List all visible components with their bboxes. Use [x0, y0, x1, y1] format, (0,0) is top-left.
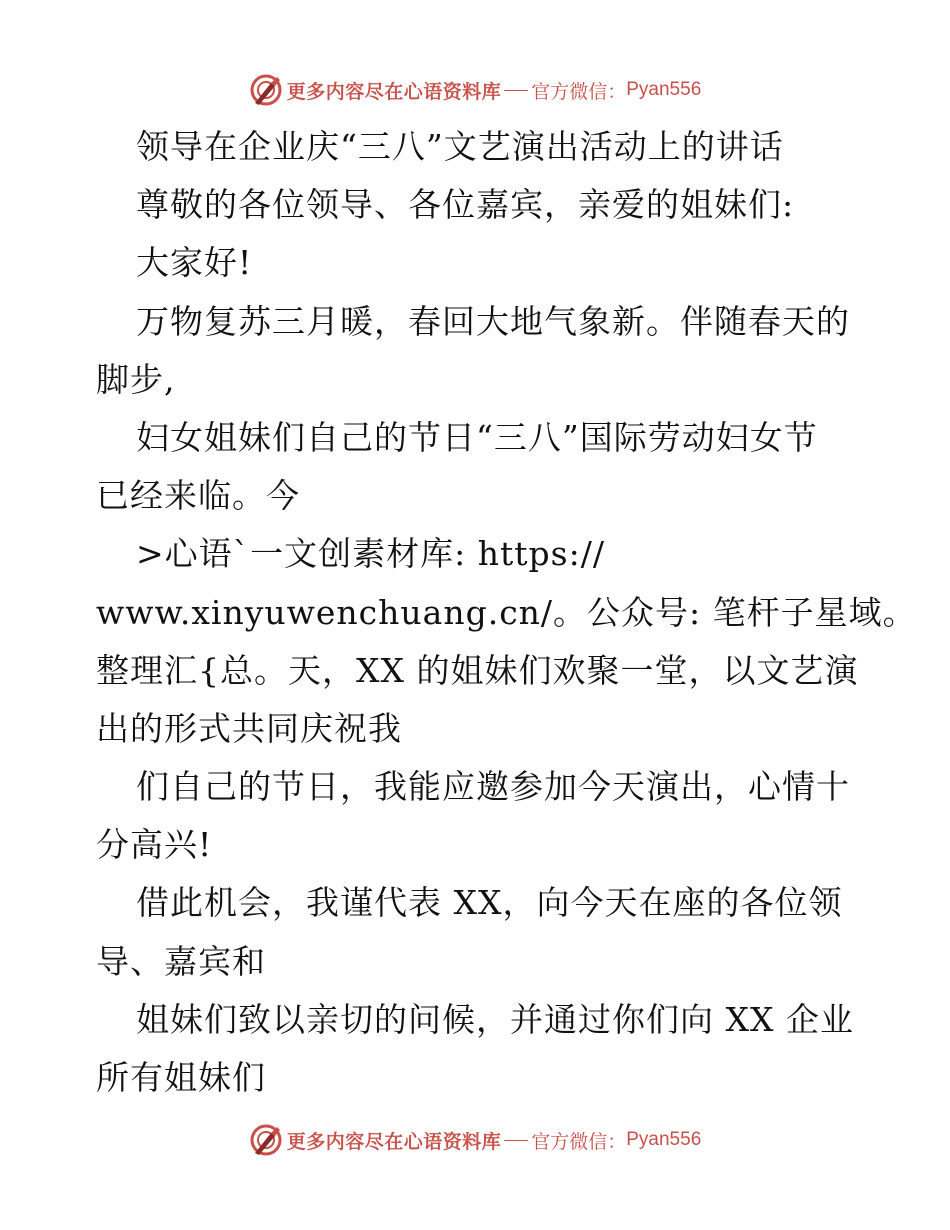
- text-line: 脚步,: [96, 359, 176, 399]
- document-title: 领导在企业庆“三八”文艺演出活动上的讲话: [136, 127, 784, 166]
- header-brand-text: 更多内容尽在心语资料库: [286, 80, 502, 103]
- text-line: 出的形式共同庆祝我: [96, 708, 402, 748]
- text-line: 姐妹们致以亲切的问候，并通过你们向 XX 企业: [136, 999, 854, 1039]
- header-wechat-label: 官方微信：: [531, 80, 627, 103]
- text-line: 整理汇{总。天，XX 的姐妹们欢聚一堂，以文艺演: [96, 650, 859, 690]
- header-divider: [504, 90, 528, 91]
- text-line: 已经来临。今: [96, 476, 300, 516]
- footer-wechat-label: 官方微信：: [531, 1130, 627, 1153]
- text-line: 导、嘉宾和: [96, 941, 266, 981]
- footer-brand-text: 更多内容尽在心语资料库: [286, 1130, 502, 1153]
- text-line: 妇女姐妹们自己的节日“三八”国际劳动妇女节: [136, 417, 818, 457]
- text-line: www.xinyuwenchuang.cn/。公众号: 笔杆子星域。: [96, 592, 917, 632]
- text-line: 大家好!: [136, 243, 253, 283]
- footer-banner: [0, 1122, 950, 1158]
- pen-logo-icon: [249, 73, 283, 107]
- text-line: 所有姐妹们: [96, 1058, 266, 1097]
- text-line: 万物复苏三月暖，春回大地气象新。伴随春天的: [136, 301, 850, 341]
- text-line: 尊敬的各位领导、各位嘉宾，亲爱的姐妹们:: [136, 185, 795, 225]
- text-line: 分高兴!: [96, 825, 213, 865]
- text-line: 们自己的节日，我能应邀参加今天演出，心情十: [136, 767, 850, 807]
- header-banner: [0, 72, 950, 108]
- document-body: [96, 118, 917, 1107]
- footer-divider: [504, 1140, 528, 1141]
- footer-wechat-handle: Pyan556: [626, 1129, 702, 1150]
- pen-logo-icon: [249, 1123, 283, 1157]
- header-wechat-handle: Pyan556: [626, 79, 702, 100]
- text-line: 借此机会，我谨代表 XX，向今天在座的各位领: [136, 883, 843, 923]
- text-line: >心语`一文创素材库: https://: [136, 534, 605, 574]
